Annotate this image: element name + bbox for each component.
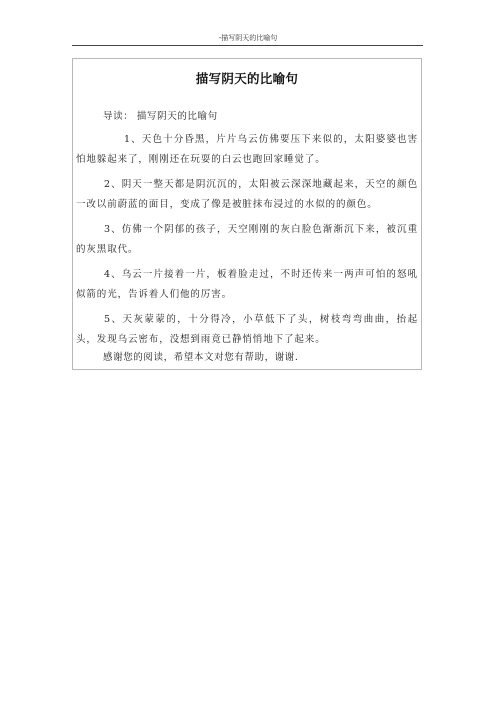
paragraph-list bbox=[76, 130, 418, 355]
intro-line: 导读： 描写阴天的比喻句 bbox=[103, 111, 218, 122]
header-rule bbox=[72, 45, 423, 46]
paragraph-1: 1、天色十分昏黑，片片乌云仿佛要压下来似的，太阳婆婆也害怕地躲起来了，刚刚还在玩耍的白云也跑回家睡觉了。 bbox=[76, 134, 418, 165]
document-title: 描写阴天的比喻句 bbox=[195, 71, 299, 86]
paragraph-4: 4、乌云一片接着一片，板着脸走过，不时还传来一两声可怕的怒吼似箭的光，告诉着人们他的厉害。 bbox=[76, 269, 418, 300]
paragraph-5: 5、天灰蒙蒙的，十分得冷，小草低下了头，树枝弯弯曲曲，抬起头，发现乌云密布，没想到雨竟已静悄悄地下了起来。 bbox=[76, 314, 418, 345]
paragraph-3: 3、仿佛一个阴郁的孩子，天空刚刚的灰白脸色渐渐沉下来，被沉重的灰黑取代。 bbox=[76, 224, 418, 255]
running-header: -描写阴天的比喻句 bbox=[218, 34, 278, 42]
content-frame bbox=[72, 58, 422, 370]
paragraph-2: 2、阴天一整天都是阴沉沉的，太阳被云深深地藏起来，天空的颜色一改以前蔚蓝的面目，变成了像是被脏抹布浸过的水似的的颜色。 bbox=[76, 179, 418, 210]
closing-line: 感谢您的阅读，希望本文对您有帮助，谢谢. bbox=[103, 352, 299, 363]
